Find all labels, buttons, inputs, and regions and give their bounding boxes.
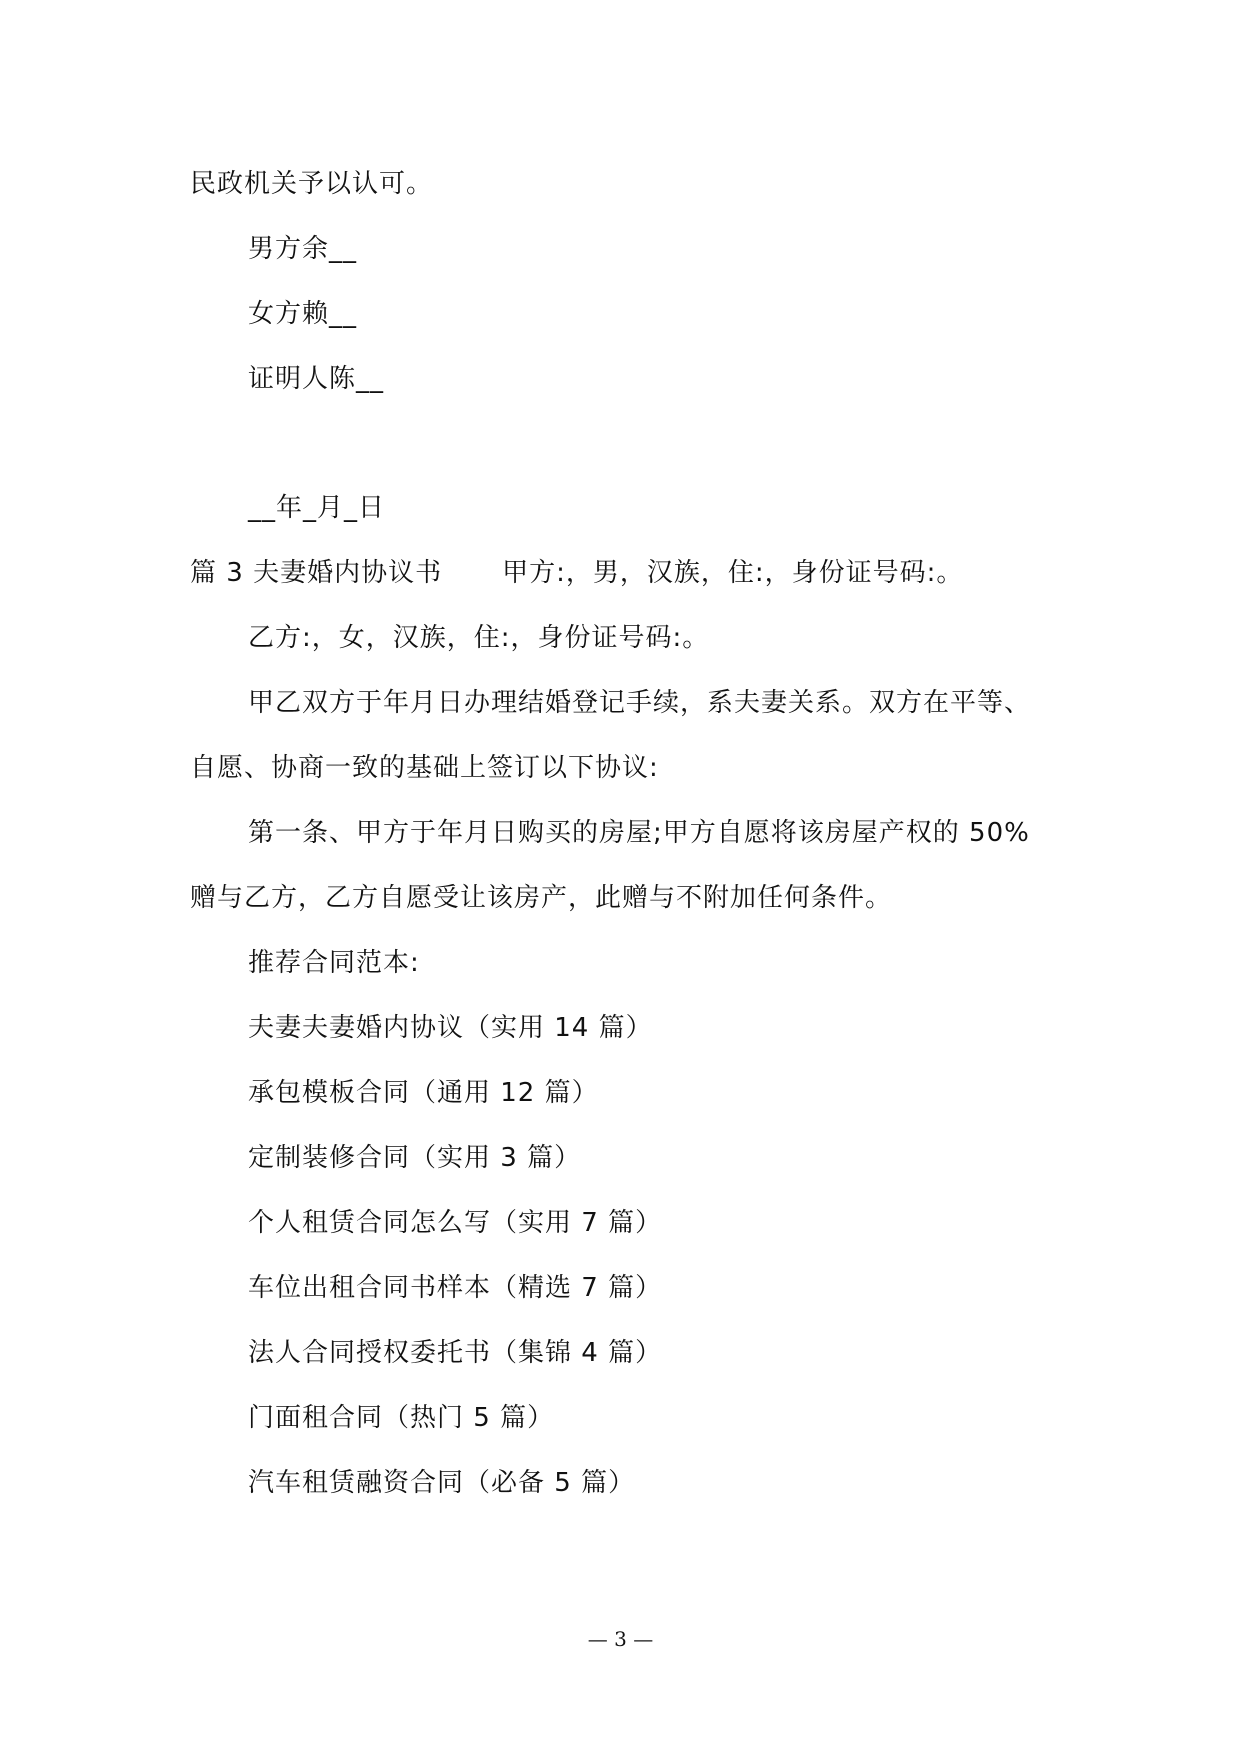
- page-number: — 3 —: [587, 1627, 654, 1651]
- text-line: 民政机关予以认可。: [190, 169, 434, 199]
- recommended-link[interactable]: 定制装修合同（实用 3 篇）: [248, 1143, 582, 1173]
- signature-male: 男方余__: [248, 234, 358, 264]
- recommended-link[interactable]: 个人租赁合同怎么写（实用 7 篇）: [248, 1208, 663, 1238]
- paragraph-line: 自愿、协商一致的基础上签订以下协议:: [190, 753, 659, 783]
- date-line: __年_月_日: [248, 493, 386, 523]
- party-a-info: 甲方:，男，汉族，住:，身份证号码:。: [502, 558, 964, 588]
- recommended-link[interactable]: 车位出租合同书样本（精选 7 篇）: [248, 1273, 663, 1303]
- recommended-link[interactable]: 承包模板合同（通用 12 篇）: [248, 1078, 599, 1108]
- recommended-link[interactable]: 法人合同授权委托书（集锦 4 篇）: [248, 1338, 663, 1368]
- section-title: 篇 3 夫妻婚内协议书: [190, 558, 443, 588]
- party-b-info: 乙方:，女，汉族，住:，身份证号码:。: [248, 623, 710, 653]
- section-heading-line: [190, 553, 963, 593]
- signature-female: 女方赖__: [248, 299, 358, 329]
- recommended-link[interactable]: 汽车租赁融资合同（必备 5 篇）: [248, 1468, 636, 1498]
- recommended-link[interactable]: 夫妻夫妻婚内协议（实用 14 篇）: [248, 1013, 653, 1043]
- recommended-link[interactable]: 门面租合同（热门 5 篇）: [248, 1403, 555, 1433]
- signature-witness: 证明人陈__: [248, 364, 385, 394]
- paragraph-line: 甲乙双方于年月日办理结婚登记手续，系夫妻关系。双方在平等、: [248, 688, 1032, 718]
- recommended-heading: 推荐合同范本:: [248, 948, 420, 978]
- clause-line: 赠与乙方，乙方自愿受让该房产，此赠与不附加任何条件。: [190, 883, 893, 913]
- clause-line: 第一条、甲方于年月日购买的房屋;甲方自愿将该房屋产权的 50%: [248, 818, 1030, 848]
